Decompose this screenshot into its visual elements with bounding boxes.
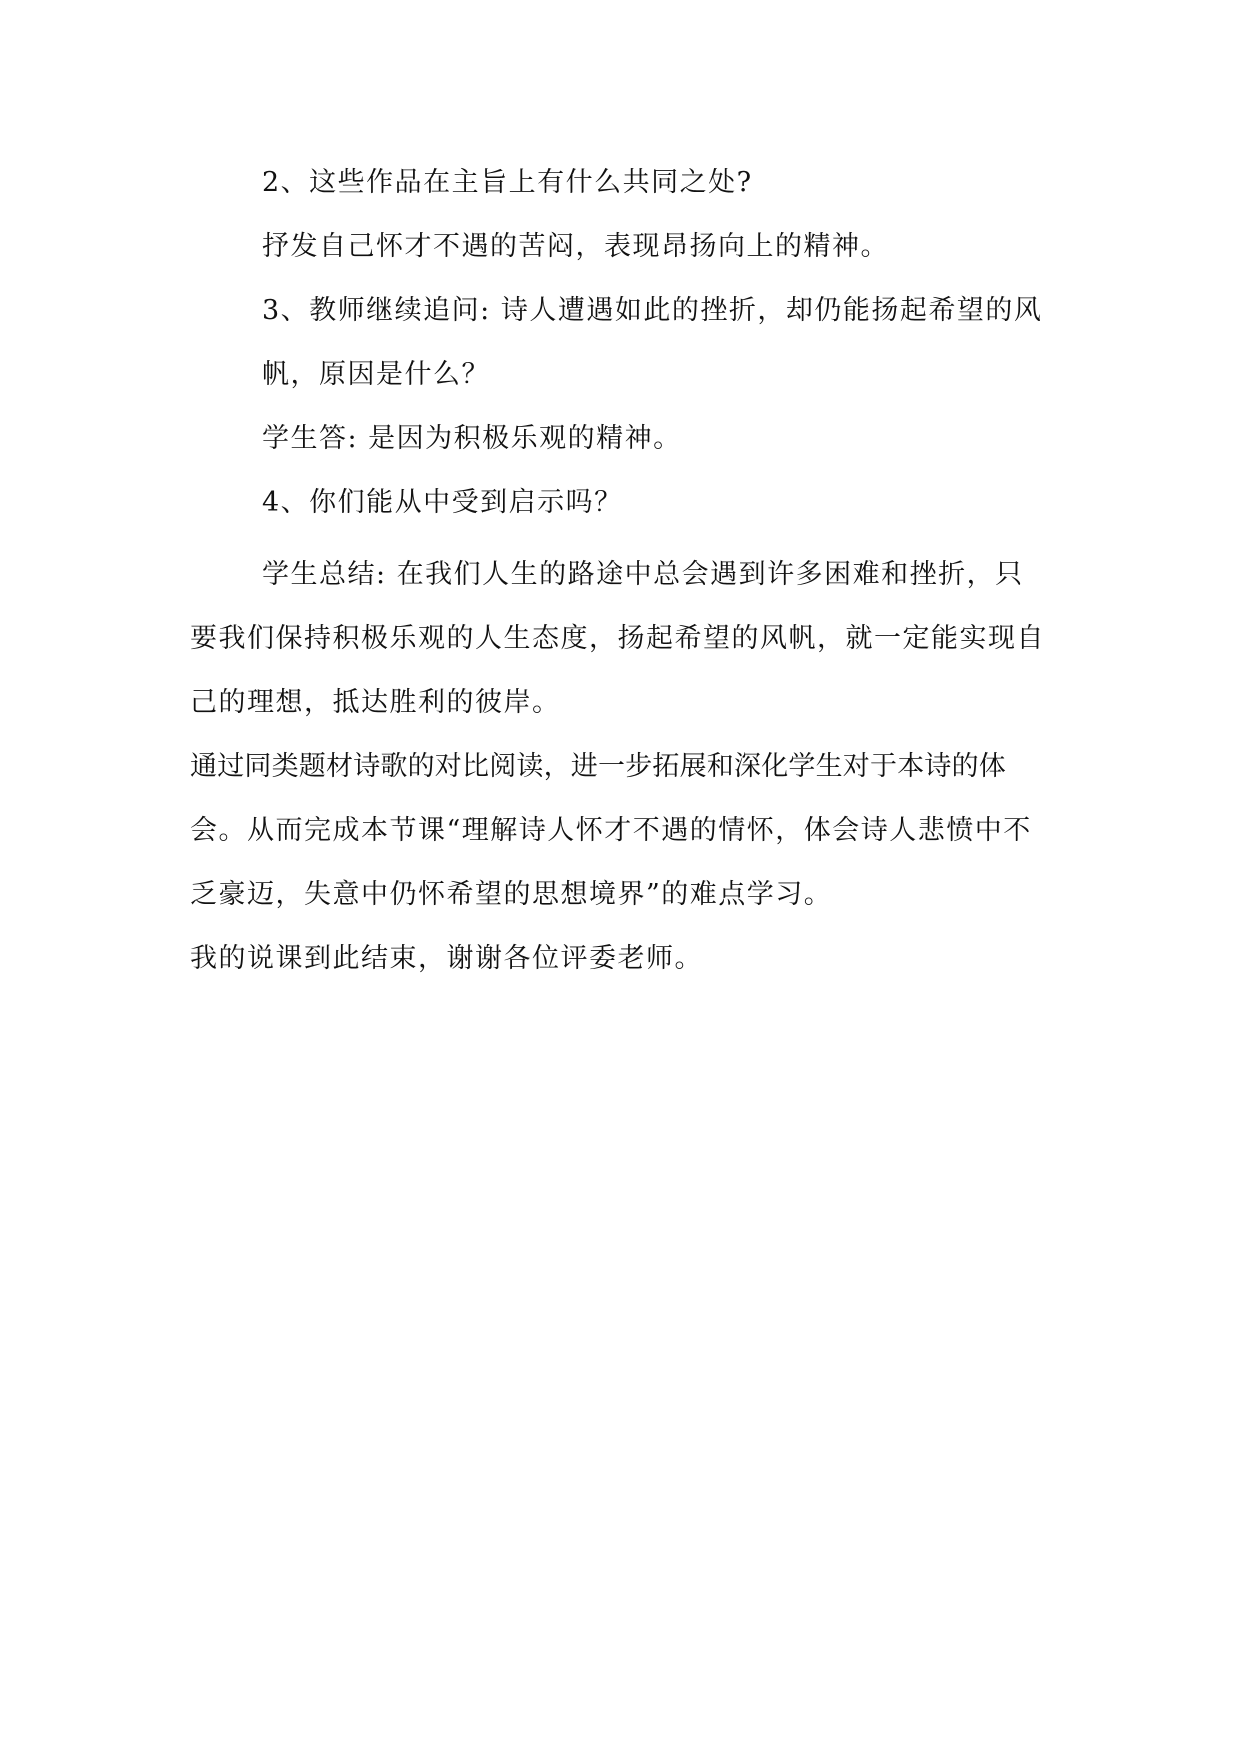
answer-2: 抒发自己怀才不遇的苦闷，表现昂扬向上的精神。 bbox=[262, 231, 889, 262]
conclusion-paragraph-line-3: 乏豪迈，失意中仍怀希望的思想境界”的难点学习。 bbox=[190, 879, 833, 910]
summary-line-3: 己的理想，抵达胜利的彼岸。 bbox=[190, 687, 561, 718]
summary-line-2: 要我们保持积极乐观的人生态度，扬起希望的风帆，就一定能实现自 bbox=[190, 623, 1045, 654]
summary-line-1: 学生总结: 在我们人生的路途中总会遇到许多困难和挫折，只 bbox=[262, 559, 1024, 590]
question-4: 4、你们能从中受到启示吗？ bbox=[262, 487, 623, 518]
question-2: 2、这些作品在主旨上有什么共同之处? bbox=[262, 167, 753, 198]
question-3-line-2: 帆，原因是什么？ bbox=[262, 359, 490, 390]
conclusion-paragraph-line-2: 会。从而完成本节课“理解诗人怀才不遇的情怀，体会诗人悲愤中不 bbox=[190, 815, 1032, 846]
question-3-line-1: 3、教师继续追问: 诗人遭遇如此的挫折，却仍能扬起希望的风 bbox=[262, 295, 1043, 326]
conclusion-paragraph-line-1: 通过同类题材诗歌的对比阅读，进一步拓展和深化学生对于本诗的体 bbox=[190, 751, 1006, 782]
answer-3: 学生答: 是因为积极乐观的精神。 bbox=[262, 423, 682, 454]
closing-line: 我的说课到此结束，谢谢各位评委老师。 bbox=[190, 943, 703, 974]
